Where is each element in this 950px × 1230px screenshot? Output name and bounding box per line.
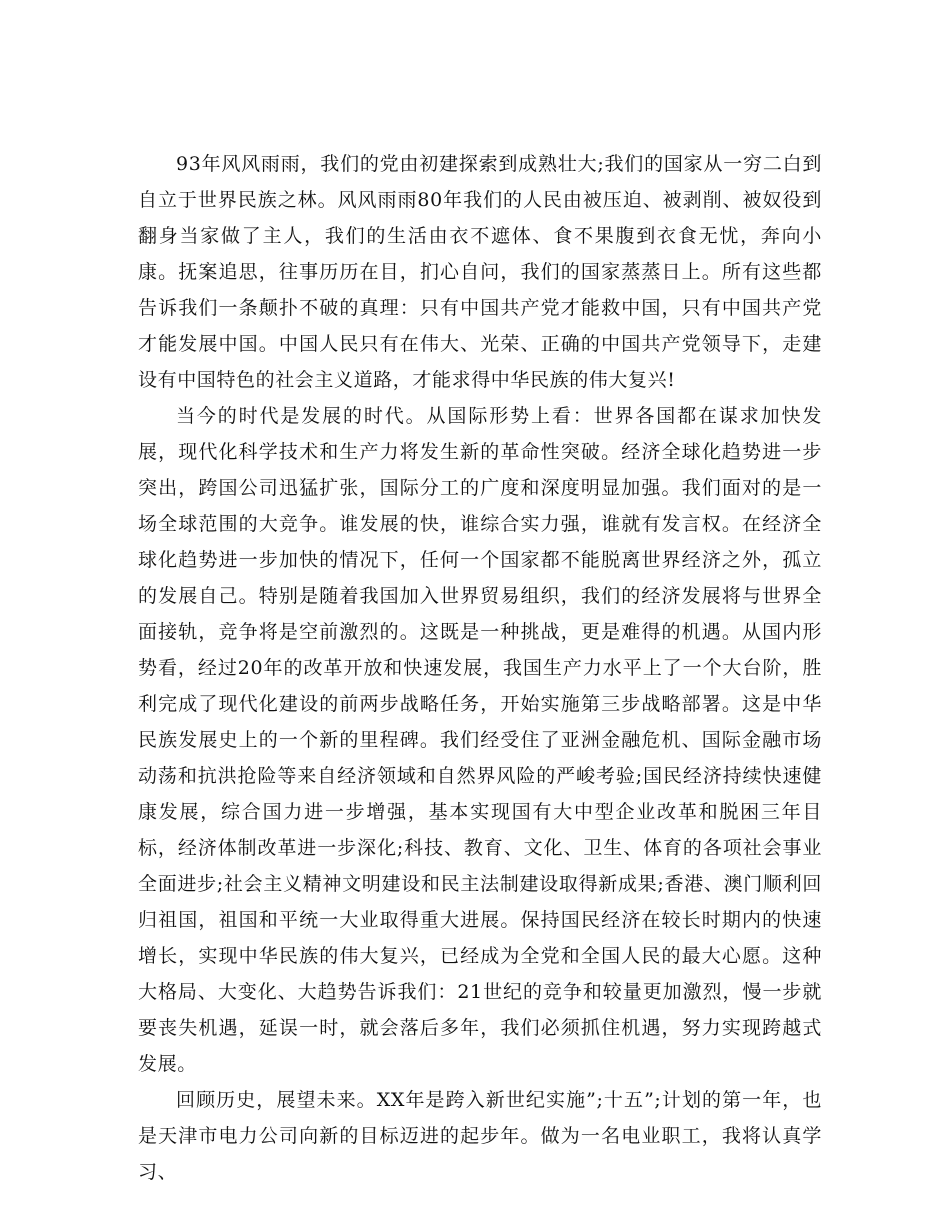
document-body [138, 146, 822, 1190]
paragraph-3: 回顾历史，展望未来。XX年是跨入新世纪实施”;十五”;计划的第一年，也是天津市电力公司向新的目标迈进的起步年。做为一名电业职工，我将认真学习、 [138, 1089, 822, 1183]
paragraph-2: 当今的时代是发展的时代。从国际形势上看：世界各国都在谋求加快发展，现代化科学技术和生产力将发生新的革命性突破。经济全球化趋势进一步突出，跨国公司迅猛扩张，国际分工的广度和深度明显加强。我们面对的是一场全球范围的大竞争。谁发展的快，谁综合实力强，谁就有发言权。在经济全球化趋势进一步加快的情况下，任何一个国家都不能脱离世界经济之外，孤立的发展自己。特别是随着我国加入世界贸易组织，我们的经济发展将与世界全面接轨，竞争将是空前激烈的。这既是一种挑战，更是难得的机遇。从国内形势看，经过20年的改革开放和快速发展，我国生产力水平上了一个大台阶，胜利完成了现代化建设的前两步战略任务，开始实施第三步战略部署。这是中华民族发展史上的一个新的里程碑。我们经受住了亚洲金融危机、国际金融市场动荡和抗洪抢险等来自经济领域和自然界风险的严峻考验;国民经济持续快速健康发展，综合国力进一步增强，基本实现国有大中型企业改革和脱困三年目标，经济体制改革进一步深化;科技、教育、文化、卫生、体育的各项社会事业全面进步;社会主义精神文明建设和民主法制建设取得新成果;香港、澳门顺利回归祖国，祖国和平统一大业取得重大进展。保持国民经济在较长时期内的快速增长，实现中华民族的伟大复兴，已经成为全党和全国人民的最大心愿。这种大格局、大变化、大趋势告诉我们：21世纪的竞争和较量更加激烈，慢一步就要丧失机遇，延误一时，就会落后多年，我们必须抓住机遇，努力实现跨越式发展。 [138, 405, 822, 1075]
paragraph-1: 93年风风雨雨，我们的党由初建探索到成熟壮大;我们的国家从一穷二白到自立于世界民族之林。风风雨雨80年我们的人民由被压迫、被剥削、被奴役到翻身当家做了主人，我们的生活由衣不遮体、食不果腹到衣食无忧，奔向小康。抚案追思，往事历历在目，扪心自问，我们的国家蒸蒸日上。所有这些都告诉我们一条颠扑不破的真理：只有中国共产党才能救中国，只有中国共产党才能发展中国。中国人民只有在伟大、光荣、正确的中国共产党领导下，走建设有中国特色的社会主义道路，才能求得中华民族的伟大复兴! [138, 153, 822, 391]
